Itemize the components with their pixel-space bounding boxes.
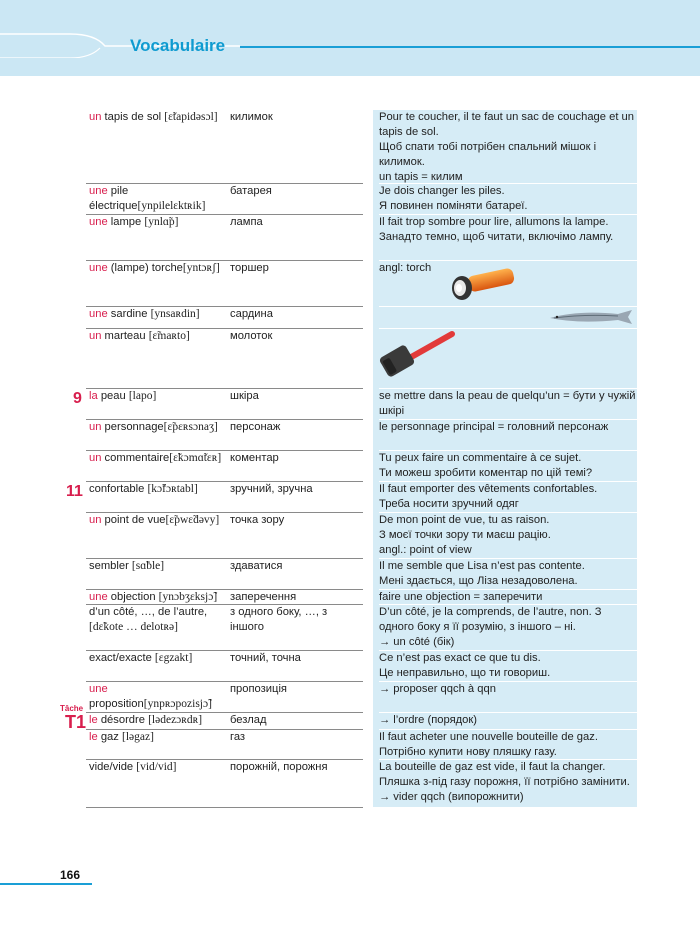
example-cell [379,184,639,214]
french-term [89,420,229,435]
article: un [89,111,102,123]
word: peau [97,390,129,402]
article: un [89,452,102,464]
transcription: [ynlɑ̃p] [144,216,179,228]
transcription: [ynpilelɛktʀik] [137,200,206,212]
example-line: Ce n’est pas exact ce que tu dis. [379,652,541,664]
example-cell [379,651,639,681]
article: une [89,591,108,603]
vocab-row [86,261,637,307]
example-line: → proposer qqch à qqn [379,683,496,695]
vocab-row [86,110,637,184]
transcription: [ɛ̃pɛʀsɔnaʒ] [163,421,218,433]
article: une [89,308,108,320]
french-term [89,110,229,125]
word: objection [107,591,159,603]
transcription: [lapo] [128,390,157,402]
word: exact/exacte [89,652,155,664]
vocab-row [86,713,637,730]
example-line: Пляшка з-під газу порожня, її потрібно замінити. [379,776,630,788]
example-line: De mon point de vue, tu as raison. [379,514,550,526]
word: proposition [89,698,144,710]
example-line: Il me semble que Lisa n’est pas contente. [379,560,585,572]
transcription: [dɛ̃kote … delotʀə] [89,621,178,633]
ukrainian-translation: точка зору [230,514,285,526]
example-cell [379,590,639,605]
example-line: Мені здається, що Ліза незадоволена. [379,575,578,587]
example-line: Я повинен поміняти батареї. [379,200,528,212]
word: commentaire [101,452,170,464]
example-line: З моєї точки зору ти маєш рацію. [379,529,551,541]
ukrainian-translation: здаватися [230,560,283,572]
french-term [89,184,229,214]
french-term [89,261,229,276]
example-line: Потрібно купити нову пляшку газу. [379,746,557,758]
article: une [89,262,108,274]
article: la [89,390,98,402]
ukrainian-translation: заперечення [230,591,297,603]
row-divider [86,807,637,808]
example-line: Треба носити зручний одяг [379,498,519,510]
vocab-row [86,420,637,451]
transcription: [ynɔbʒɛksjɔ̃] [158,591,218,603]
vocab-row [86,451,637,482]
word: vide/vide [89,761,137,773]
word: d’un côté, …, de l’autre, [89,606,208,618]
article: une [89,185,108,197]
example-line: Je dois changer les piles. [379,185,505,197]
transcription: [ɛ̃kɔmɑ̃tɛʀ] [169,452,222,464]
vocab-row [86,590,637,605]
french-term [89,605,229,635]
vocab-row [86,513,637,559]
ukrainian-translation: лампа [230,216,263,228]
vocab-row [86,482,637,513]
french-term [89,713,229,728]
transcription: [ɛgzakt] [154,652,193,664]
vocab-row [86,184,637,215]
word: personnage [101,421,164,433]
example-line: angl: torch [379,262,432,274]
example-line: Ти можеш зробити коментар по цій темі? [379,467,593,479]
french-term [89,451,229,466]
ukrainian-translation: безлад [230,714,267,726]
french-term [89,307,229,322]
example-cell [379,730,639,760]
vocab-row [86,559,637,590]
ukrainian-translation: газ [230,731,246,743]
ukrainian-translation: коментар [230,452,279,464]
header-rule [240,46,700,48]
transcription: [kɔ̃fɔʀtabl] [147,483,198,495]
example-line: Щоб спати тобі потрібен спальний мішок і килимок. [379,141,597,168]
vocab-row [86,329,637,389]
french-term [89,513,229,528]
transcription: [ɛ̃pwɛ̃dəvy] [165,514,220,526]
word: sardine [107,308,151,320]
word: lampe [107,216,145,228]
french-term [89,730,229,745]
example-line: Il faut acheter une nouvelle bouteille de gaz. [379,731,598,743]
example-cell [379,682,639,697]
ukrainian-translation: точний, точна [230,652,301,664]
example-cell [379,513,639,558]
article: un [89,514,102,526]
vocab-row [86,730,637,760]
article: le [89,731,98,743]
french-term [89,760,229,775]
example-cell [379,215,639,245]
vocab-row [86,760,637,808]
french-term [89,559,229,574]
example-line: Tu peux faire un commentaire à ce sujet. [379,452,582,464]
word: (lampe) torche [107,262,183,274]
vocab-row [86,682,637,713]
transcription: [ynsaʀdin] [150,308,200,320]
example-cell [379,110,639,185]
transcription: [ɛ̃tapidəsɔl] [164,111,218,123]
sardine-illustration [548,308,634,326]
article: une [89,216,108,228]
ukrainian-translation: порожній, порожня [230,761,328,773]
transcription: [sɑ̃ble] [131,560,165,572]
ukrainian-translation: торшер [230,262,269,274]
exercise-number-9: 9 [73,390,82,407]
word: point de vue [101,514,166,526]
page-number-rule [0,883,92,885]
example-cell [379,713,639,728]
example-cell [379,389,639,419]
french-term [89,329,229,344]
example-cell [379,559,639,589]
task-t1-label: T1 [65,712,87,732]
example-cell [379,451,639,481]
page-number: 166 [60,868,81,882]
ukrainian-translation: сардина [230,308,273,320]
article: un [89,421,102,433]
transcription: [ləgaz] [121,731,154,743]
vocab-row [86,389,637,420]
ukrainian-translation: персонаж [230,421,281,433]
word: pile électrique [89,185,138,212]
example-line: D’un côté, je la comprends, de l’autre, non. З одного боку я її розумію, з іншого – ні. [379,606,602,633]
transcription: [ɛ̃maʀto] [148,330,190,342]
example-cell [379,760,639,805]
example-line: Il fait trop sombre pour lire, allumons la lampe. [379,216,609,228]
ukrainian-translation: килимок [230,111,273,123]
article: une [89,683,108,695]
tache-label: Tâche [60,704,84,713]
ukrainian-translation: шкіра [230,390,259,402]
word: marteau [101,330,149,342]
example-line: Занадто темно, щоб читати, включімо лампу. [379,231,614,243]
word: tapis de sol [101,111,165,123]
example-line: Il faut emporter des vêtements confortables. [379,483,598,495]
french-term [89,590,229,605]
section-title: Vocabulaire [130,36,226,55]
vocab-row [86,215,637,261]
example-line: → vider qqch (випорожнити) [379,791,524,803]
example-cell [379,482,639,512]
torch-illustration [448,264,518,304]
transcription: [vid/vid] [136,761,177,773]
transcription: [lədezɔʀdʀ] [148,714,203,726]
ukrainian-translation: молоток [230,330,273,342]
word: confortable [89,483,148,495]
ukrainian-translation: з одного боку, …, з іншого [230,606,328,633]
example-cell [379,605,639,650]
french-term [89,651,229,666]
example-line: se mettre dans la peau de quelqu’un = бути у чужій шкірі [379,390,636,417]
french-term [89,389,229,404]
transcription: [ynpʀɔpozisjɔ̃] [143,698,212,710]
article: un [89,330,102,342]
word: sembler [89,560,132,572]
vocab-row [86,651,637,682]
vocab-row [86,605,637,651]
article: le [89,714,98,726]
header-band [0,0,700,76]
example-line: le personnage principal = головний персонаж [379,421,609,433]
french-term [89,482,229,497]
hammer-illustration [376,330,456,386]
example-line: → un côté (бік) [379,636,455,648]
ukrainian-translation: зручний, зручна [230,483,313,495]
french-term [89,215,229,230]
exercise-number-11: 11 [66,483,83,500]
example-line: Це неправильно, що ти говориш. [379,667,551,679]
ukrainian-translation: пропозиція [230,683,287,695]
example-line: Pour te coucher, il te faut un sac de couchage et un tapis de sol. [379,111,634,138]
example-line: angl.: point of view [379,544,472,556]
example-cell [379,420,639,435]
example-line: La bouteille de gaz est vide, il faut la changer. [379,761,606,773]
ukrainian-translation: батарея [230,185,272,197]
word: désordre [97,714,149,726]
example-line: faire une objection = заперечити [379,591,543,603]
transcription: [yntɔʀʃ] [182,262,220,274]
word: gaz [97,731,122,743]
french-term [89,682,229,712]
example-line: un tapis = килим [379,171,463,183]
example-line: → l’ordre (порядок) [379,714,478,726]
